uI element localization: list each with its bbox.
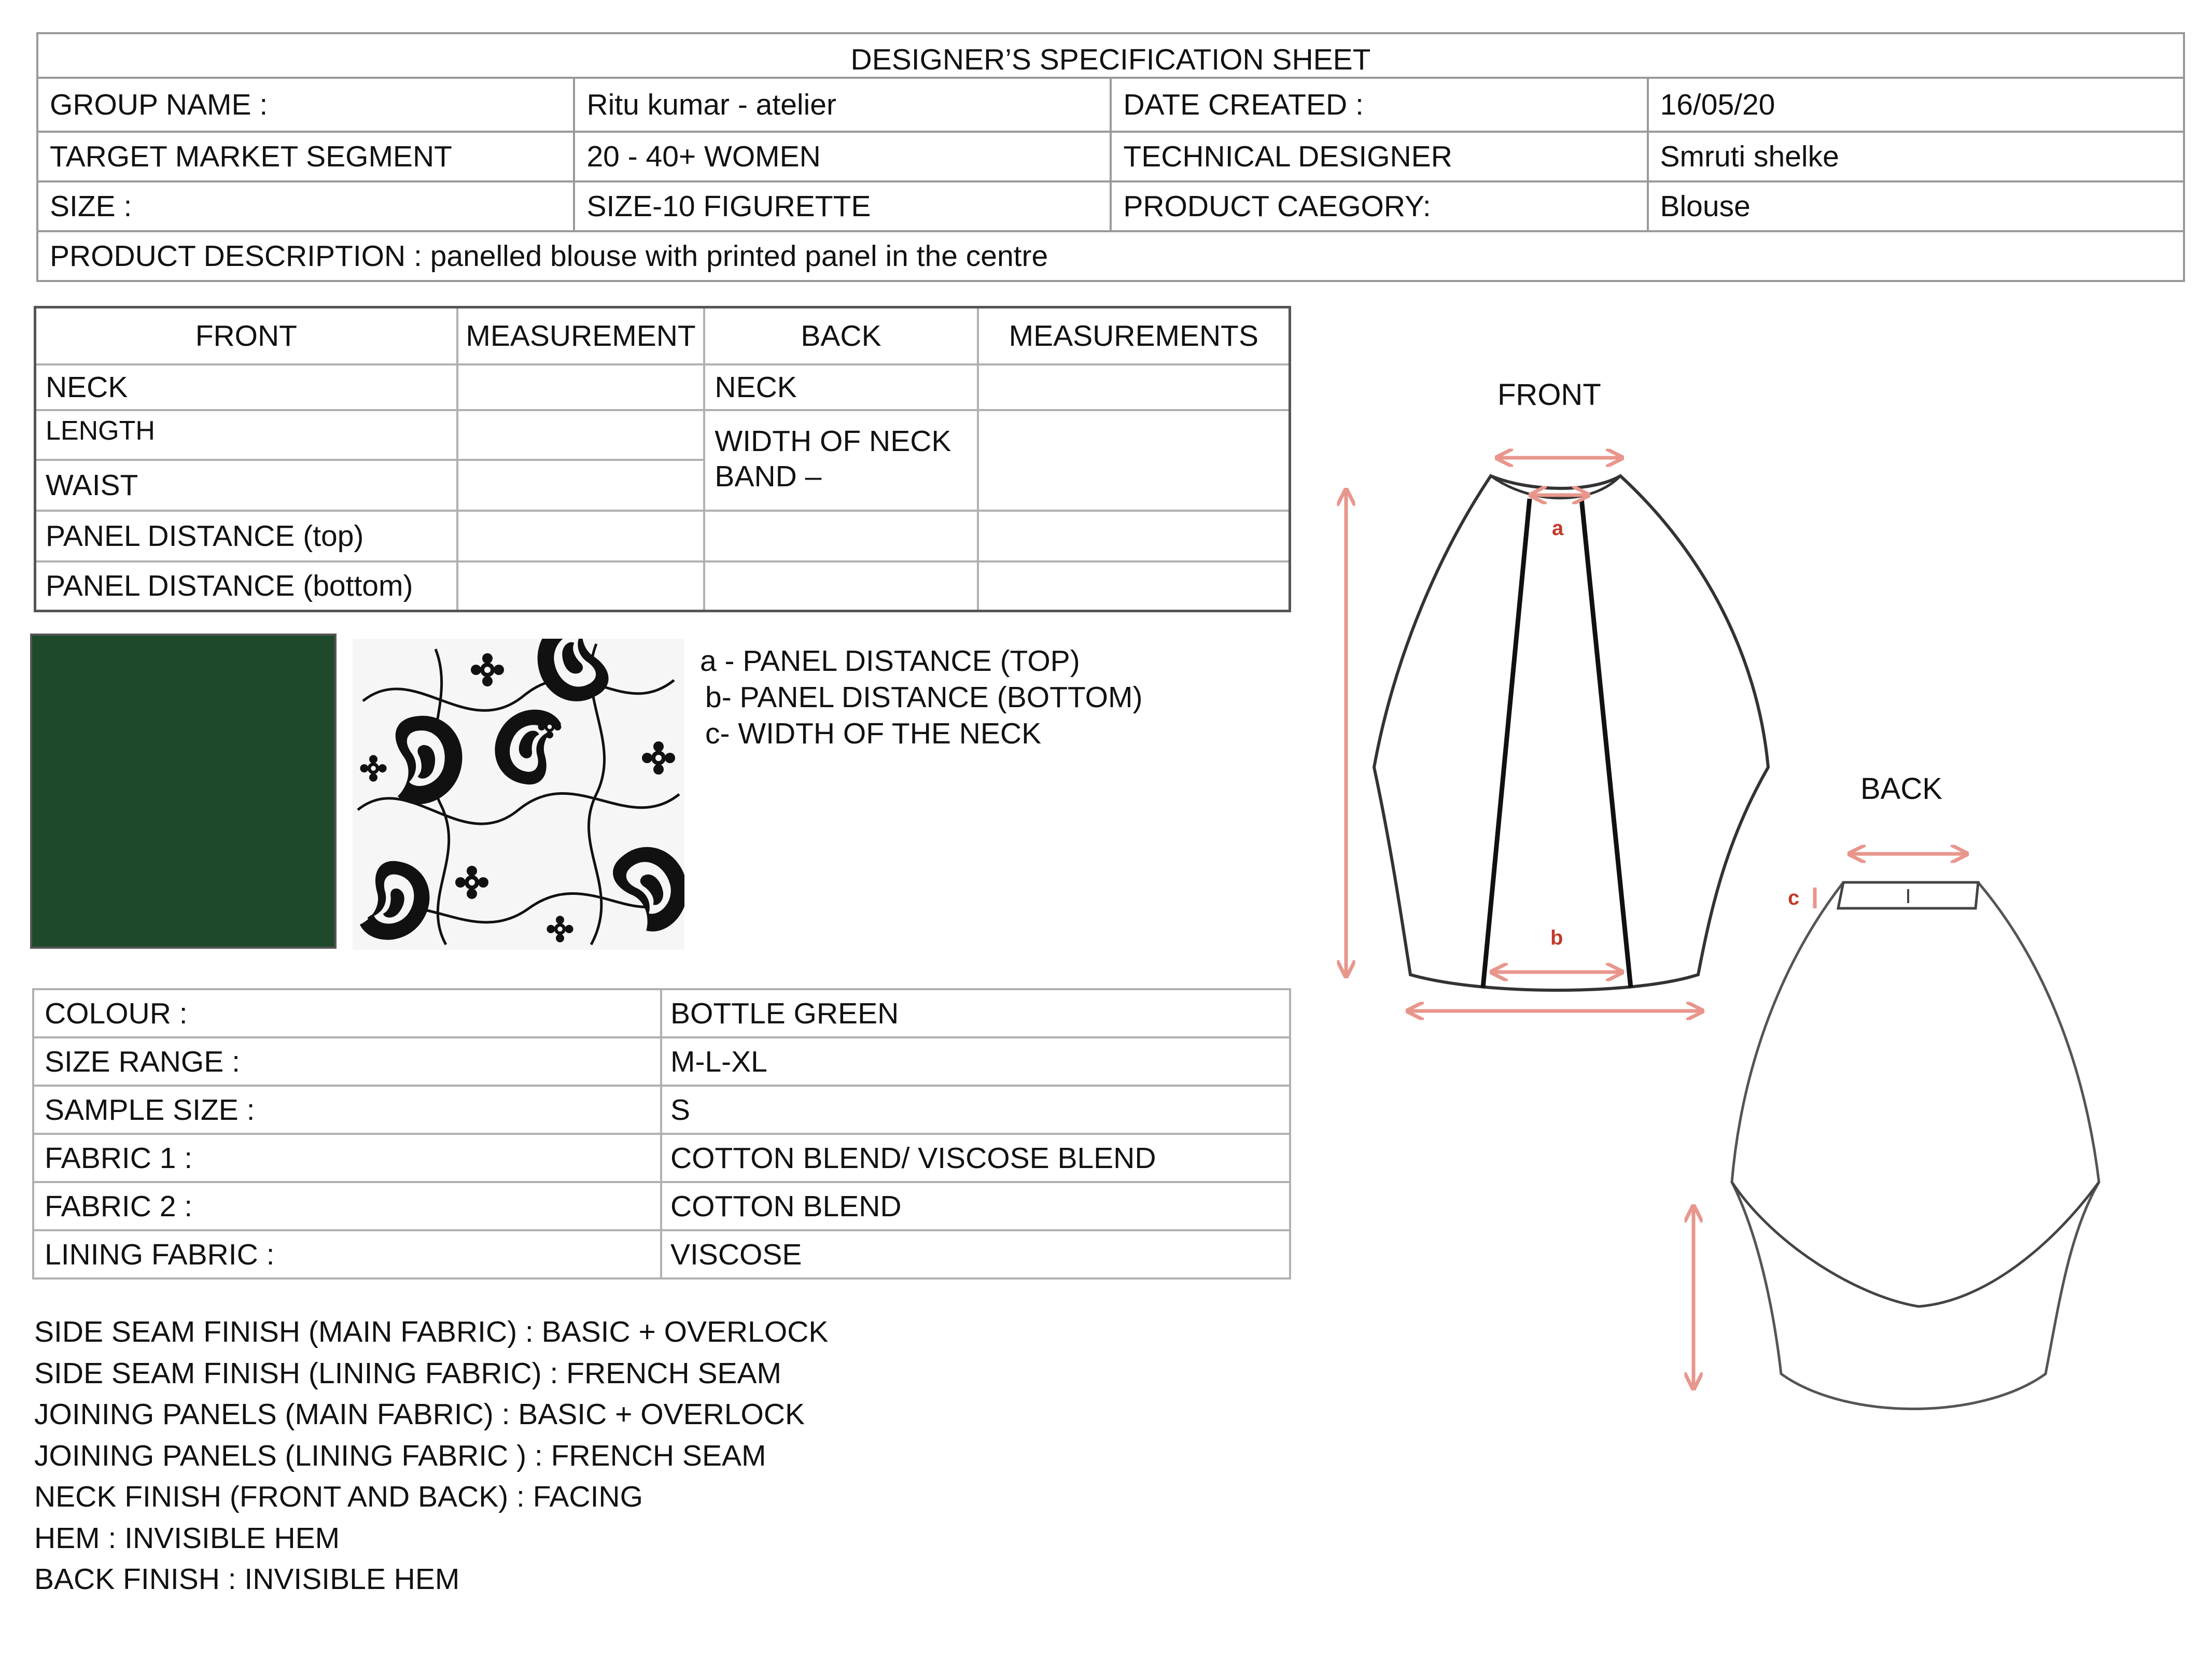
front-sketch-label: FRONT xyxy=(1497,378,1601,412)
back-blouse-drawing xyxy=(1732,882,2099,1409)
front-panel-bottom-label: PANEL DISTANCE (bottom) xyxy=(35,561,457,611)
target-market-value: 20 - 40+ WOMEN xyxy=(574,132,1111,181)
back-empty-2 xyxy=(704,561,977,611)
legend-c: c- WIDTH OF THE NECK xyxy=(705,717,1042,750)
finishing-notes xyxy=(34,1312,828,1600)
marker-a: a xyxy=(1552,517,1564,540)
back-width-neck-band-label: WIDTH OF NECK BAND – xyxy=(704,410,977,511)
measurement-table xyxy=(34,306,1291,612)
date-created-value: 16/05/20 xyxy=(1648,78,2185,132)
note-item: BACK FINISH : INVISIBLE HEM xyxy=(34,1563,460,1596)
fabric-spec-table xyxy=(32,988,1291,1280)
back-neck-label: NECK xyxy=(704,364,977,410)
note-item: SIDE SEAM FINISH (MAIN FABRIC) : BASIC + OVERLOCK xyxy=(34,1315,829,1348)
fabric-swatch-bottle-green xyxy=(30,634,337,949)
back-width-neck-band-value xyxy=(978,410,1290,511)
group-name-label: GROUP NAME : xyxy=(37,78,574,132)
lining-fabric-label: LINING FABRIC : xyxy=(33,1230,661,1278)
fabric-1-label: FABRIC 1 : xyxy=(33,1134,661,1182)
colour-label: COLOUR : xyxy=(33,989,661,1037)
header-back: BACK xyxy=(704,307,977,364)
sample-size-label: SAMPLE SIZE : xyxy=(33,1086,661,1134)
product-category-value: Blouse xyxy=(1648,181,2185,231)
front-neck-label: NECK xyxy=(35,364,457,410)
fabric-2-label: FABRIC 2 : xyxy=(33,1182,661,1230)
target-market-label: TARGET MARKET SEGMENT xyxy=(37,132,574,181)
front-panel-bottom-value xyxy=(457,561,705,611)
measurement-legend xyxy=(700,643,1142,752)
size-range-value: M-L-XL xyxy=(661,1037,1290,1086)
technical-designer-value: Smruti shelke xyxy=(1648,132,2185,181)
date-created-label: DATE CREATED : xyxy=(1111,78,1647,132)
front-length-label: LENGTH xyxy=(35,410,457,460)
back-empty-1-value xyxy=(978,511,1290,561)
lining-fabric-value: VISCOSE xyxy=(661,1230,1290,1278)
back-neck-value xyxy=(978,364,1290,410)
note-item: HEM : INVISIBLE HEM xyxy=(34,1521,340,1555)
front-panel-top-label: PANEL DISTANCE (top) xyxy=(35,511,457,561)
product-category-label: PRODUCT CAEGORY: xyxy=(1111,181,1647,231)
note-item: NECK FINISH (FRONT AND BACK) : FACING xyxy=(34,1480,643,1513)
fabric-1-value: COTTON BLEND/ VISCOSE BLEND xyxy=(661,1134,1290,1182)
header-measurement: MEASUREMENT xyxy=(457,307,705,364)
technical-designer-label: TECHNICAL DESIGNER xyxy=(1111,132,1647,181)
legend-b: b- PANEL DISTANCE (BOTTOM) xyxy=(705,681,1143,714)
product-description: PRODUCT DESCRIPTION : panelled blouse with printed panel in the centre xyxy=(37,231,2184,281)
legend-a: a - PANEL DISTANCE (TOP) xyxy=(700,644,1080,678)
front-waist-value xyxy=(457,460,705,511)
front-panel-top-value xyxy=(457,511,705,561)
front-length-value xyxy=(457,410,705,460)
back-sketch-label: BACK xyxy=(1860,772,1942,806)
front-neck-value xyxy=(457,364,705,410)
note-item: JOINING PANELS (LINING FABRIC ) : FRENCH SEAM xyxy=(34,1439,766,1472)
fabric-2-value: COTTON BLEND xyxy=(661,1182,1290,1230)
back-empty-2-value xyxy=(978,561,1290,611)
marker-b: b xyxy=(1550,926,1563,949)
front-blouse-drawing xyxy=(1374,476,1768,990)
paisley-print-icon xyxy=(353,639,684,950)
garment-sketch xyxy=(1296,415,2212,1478)
marker-c: c xyxy=(1788,887,1800,909)
header-table xyxy=(36,32,2185,282)
header-front: FRONT xyxy=(35,307,457,364)
sample-size-value: S xyxy=(661,1086,1290,1134)
size-label: SIZE : xyxy=(37,181,574,231)
sheet-title: DESIGNER’S SPECIFICATION SHEET xyxy=(37,33,2184,78)
back-empty-1 xyxy=(704,511,977,561)
front-waist-label: WAIST xyxy=(35,460,457,511)
size-value: SIZE-10 FIGURETTE xyxy=(574,181,1111,231)
header-measurements: MEASUREMENTS xyxy=(978,307,1290,364)
note-item: JOINING PANELS (MAIN FABRIC) : BASIC + OVERLOCK xyxy=(34,1398,805,1431)
colour-value: BOTTLE GREEN xyxy=(661,989,1290,1037)
note-item: SIDE SEAM FINISH (LINING FABRIC) : FRENCH SEAM xyxy=(34,1356,782,1390)
size-range-label: SIZE RANGE : xyxy=(33,1037,661,1086)
group-name-value: Ritu kumar - atelier xyxy=(574,78,1111,132)
fabric-print-swatch xyxy=(353,639,684,950)
